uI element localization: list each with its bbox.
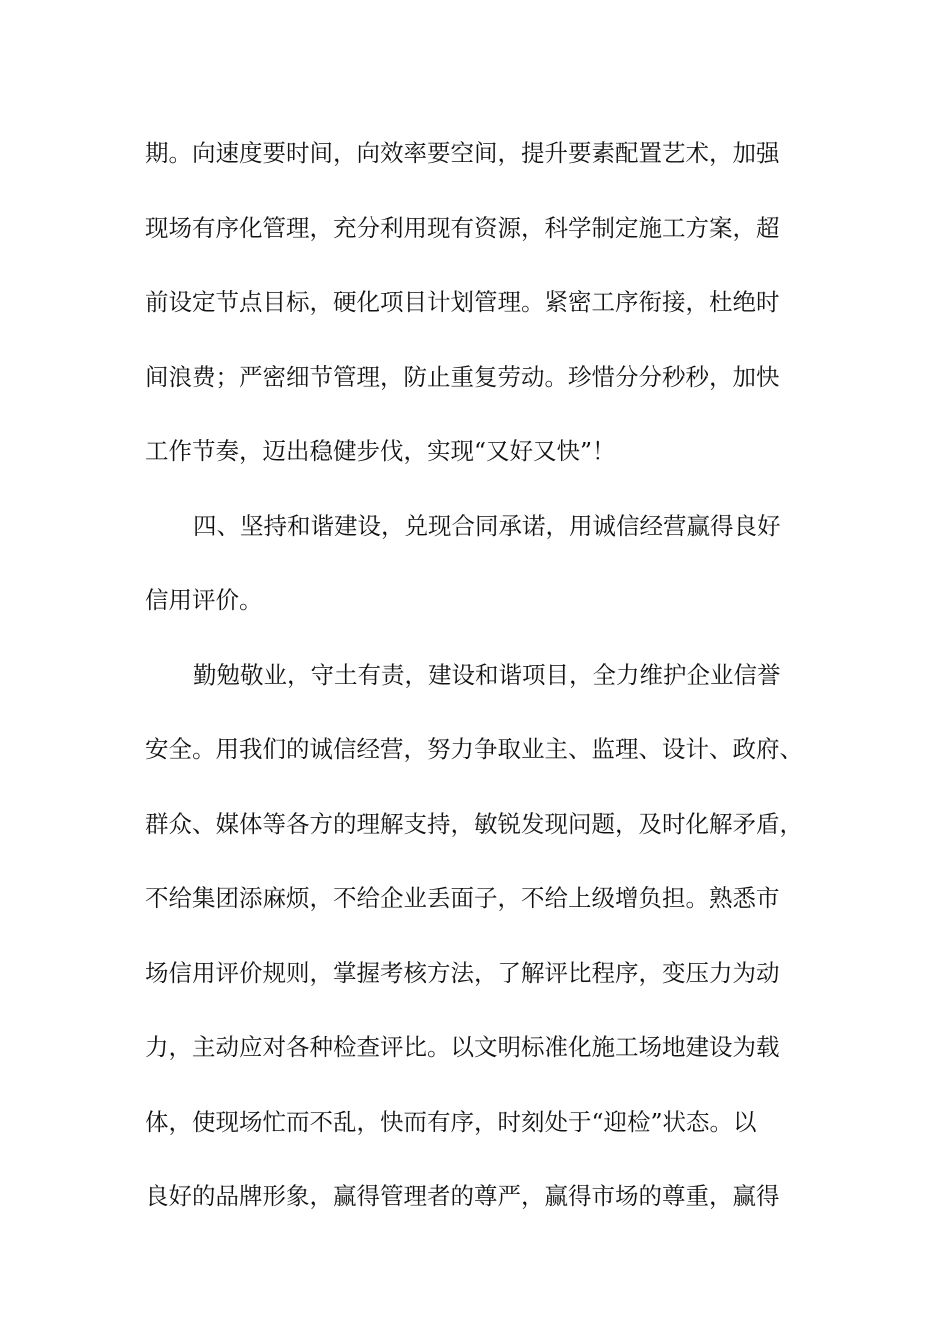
text-line: 前设定节点目标，硬化项目计划管理。紧密工序衔接，杜绝时	[145, 288, 780, 316]
document-body	[145, 124, 825, 1242]
text-line: 工作节奏，迈出稳健步伐，实现“又好又快”！	[145, 437, 616, 465]
text-line: 安全。用我们的诚信经营，努力争取业主、监理、设计、政府、	[145, 735, 803, 763]
text-line: 间浪费；严密细节管理，防止重复劳动。珍惜分分秒秒，加快	[145, 362, 780, 391]
text-line: 不给集团添麻烦，不给企业丢面子，不给上级增负担。熟悉市	[145, 884, 780, 912]
text-line: 现场有序化管理，充分利用现有资源，科学制定施工方案，超	[145, 213, 780, 242]
text-line: 场信用评价规则，掌握考核方法，了解评比程序，变压力为动	[145, 958, 780, 987]
text-line: 良好的品牌形象，赢得管理者的尊严，赢得市场的尊重，赢得	[145, 1182, 780, 1210]
text-line: 力，主动应对各种检查评比。以文明标准化施工场地建设为载	[145, 1033, 780, 1061]
text-line: 群众、媒体等各方的理解支持，敏锐发现问题，及时化解矛盾，	[145, 809, 803, 838]
text-line: 勤勉敬业，守土有责，建设和谐项目，全力维护企业信誉	[193, 660, 781, 689]
text-line: 体，使现场忙而不乱，快而有序，时刻处于“迎检”状态。以	[145, 1107, 757, 1136]
section-heading-line: 四、坚持和谐建设，兑现合同承诺，用诚信经营赢得良好	[193, 511, 781, 540]
section-heading-line: 信用评价。	[145, 586, 263, 614]
text-line: 期。向速度要时间，向效率要空间，提升要素配置艺术，加强	[145, 139, 780, 167]
